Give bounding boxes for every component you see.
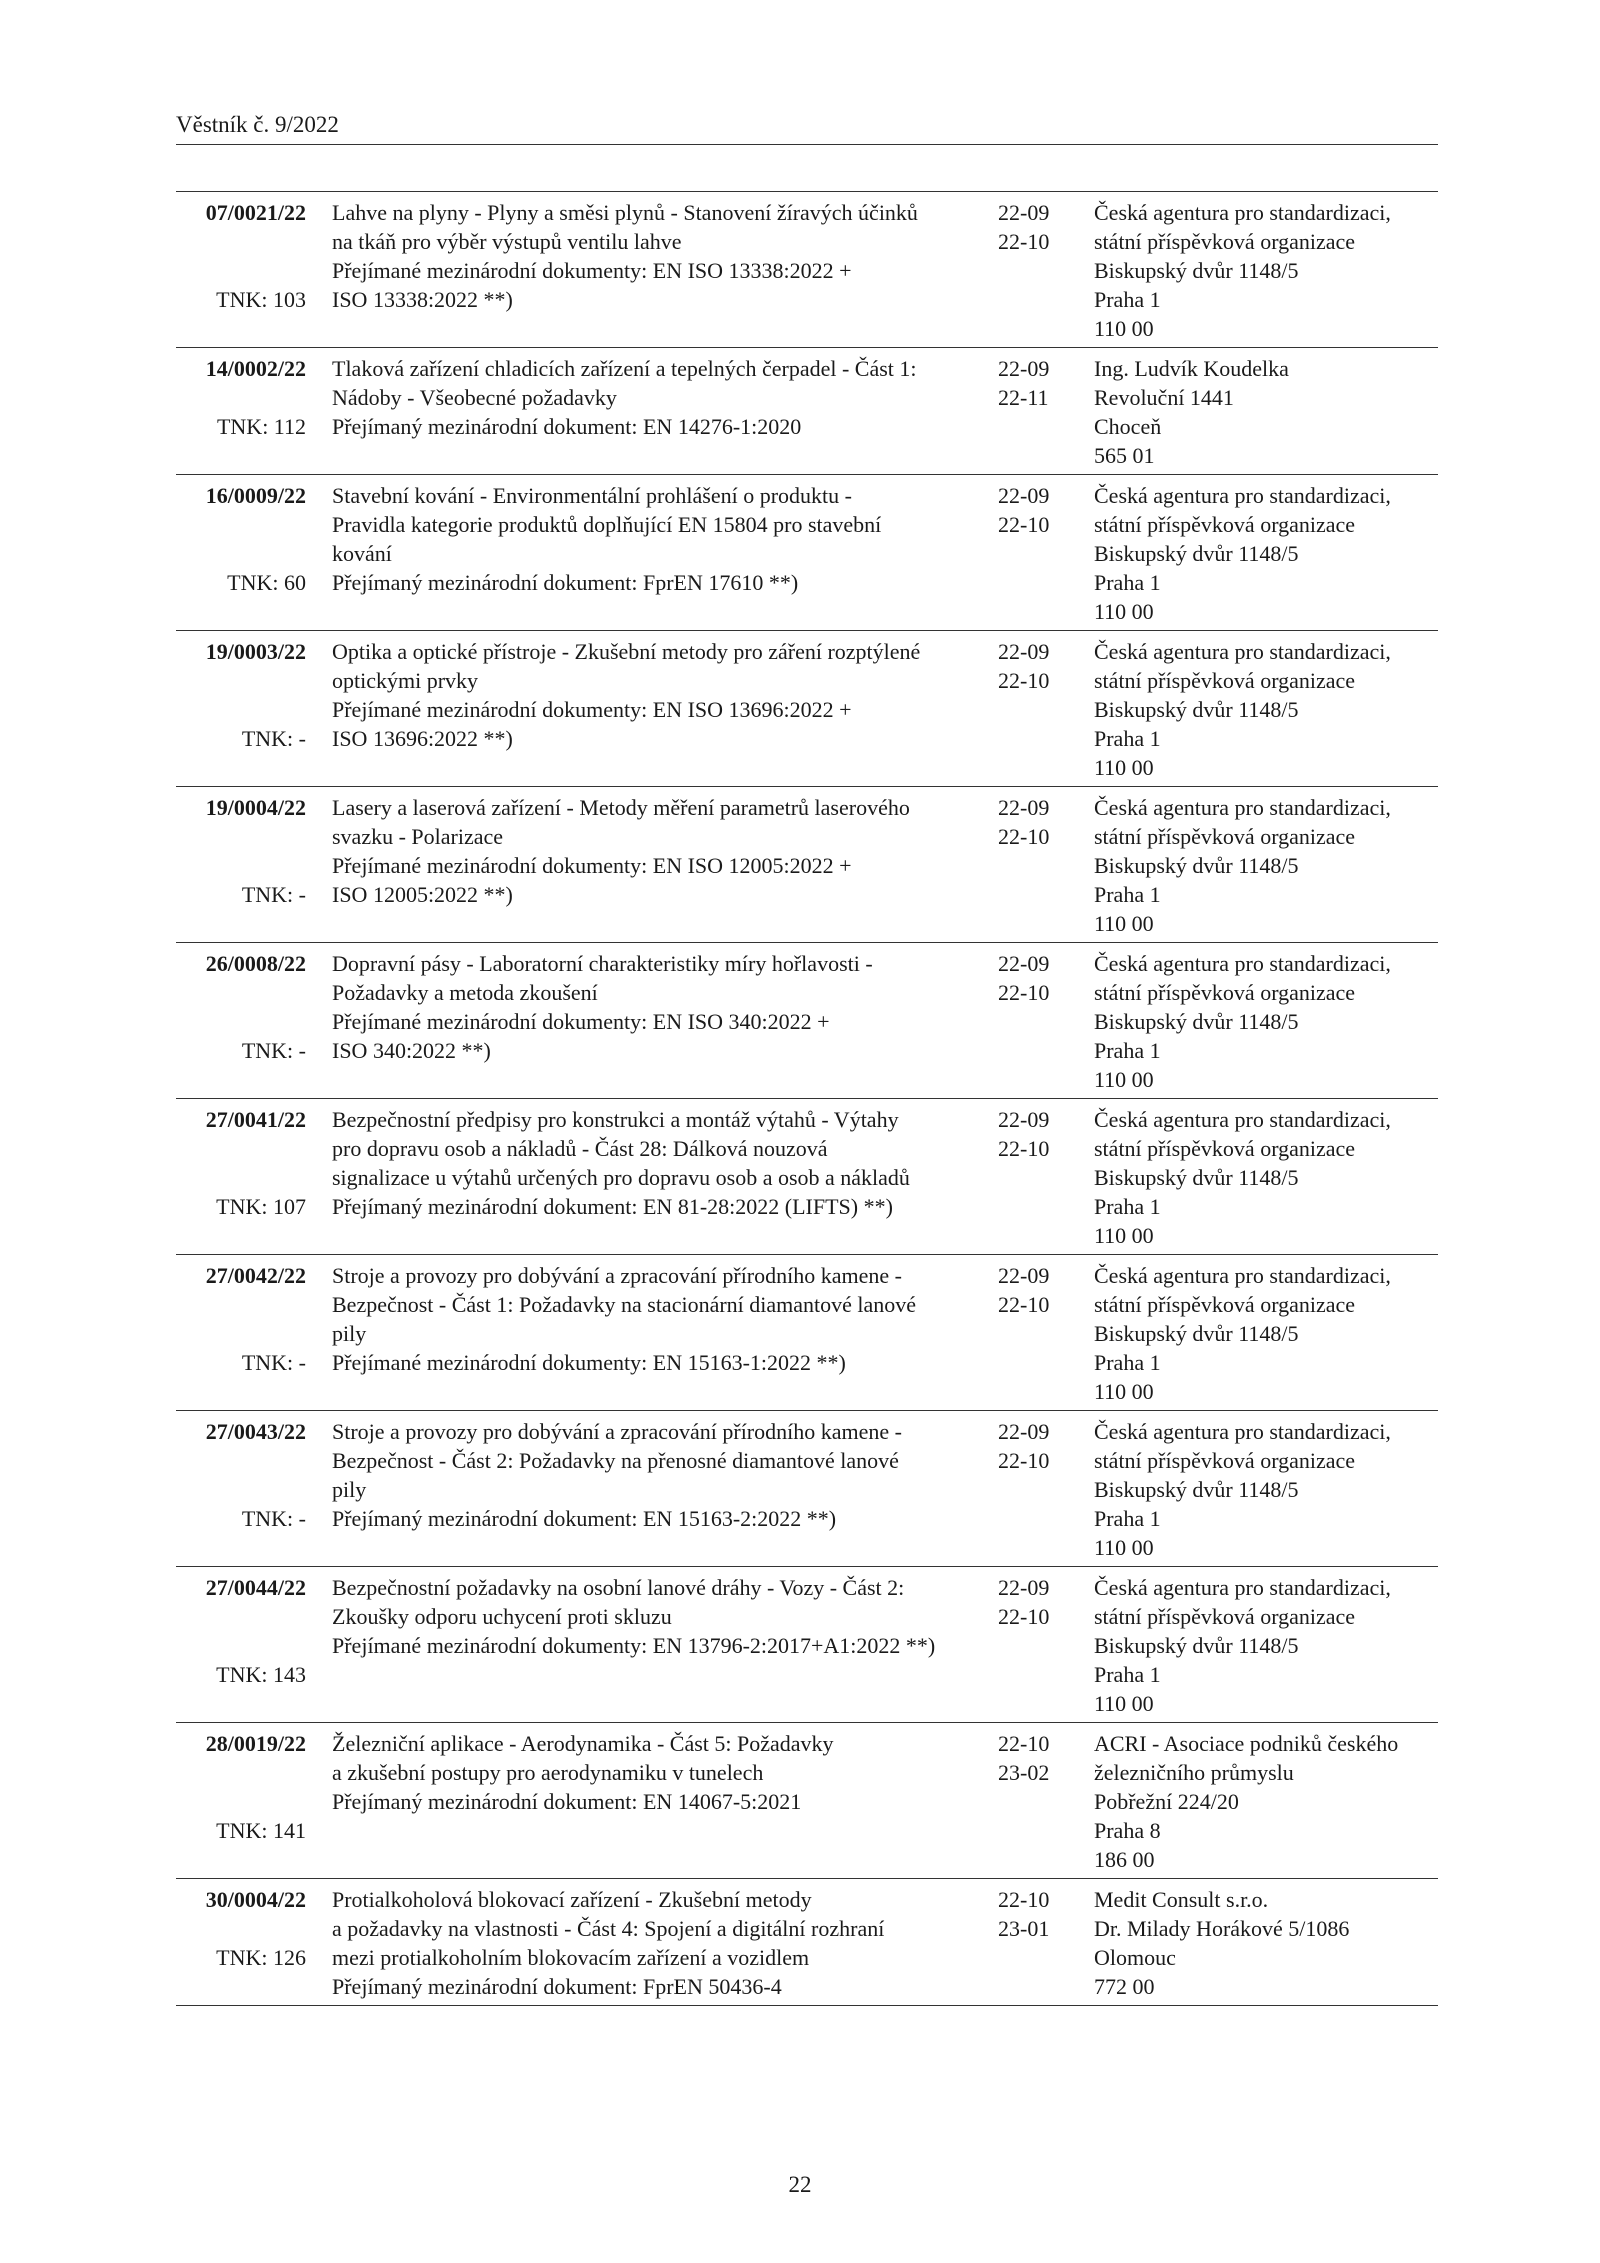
- address-line: Česká agentura pro standardizaci,: [1094, 639, 1391, 664]
- address-line: Biskupský dvůr 1148/5: [1094, 541, 1299, 566]
- date-line: 22-09: [998, 1575, 1050, 1600]
- processor-address-cell: [1088, 1417, 1438, 1562]
- tnk-number: TNK: -: [241, 726, 306, 751]
- title-line: mezi protialkoholním blokovacím zařízení a vozidlem: [332, 1945, 810, 1970]
- title-line: pily: [332, 1477, 367, 1502]
- dates-cell: [994, 1261, 1088, 1406]
- address-line: 110 00: [1094, 1223, 1154, 1248]
- tnk-number: TNK: -: [241, 882, 306, 907]
- project-number: 30/0004/22: [205, 1887, 306, 1912]
- standards-table: [176, 191, 1438, 2006]
- standard-title-cell: [308, 1417, 994, 1562]
- address-line: 110 00: [1094, 1535, 1154, 1560]
- dates-cell: [994, 481, 1088, 626]
- processor-address-cell: [1088, 198, 1438, 343]
- date-line: 22-10: [998, 1292, 1050, 1317]
- title-line: optickými prvky: [332, 668, 479, 693]
- row-identifier-cell: [176, 1885, 308, 2001]
- title-line: Přejímaný mezinárodní dokument: EN 81-28:2022 (LIFTS) **): [332, 1194, 893, 1219]
- standard-title-cell: [308, 354, 994, 470]
- date-line: 22-09: [998, 639, 1050, 664]
- title-line: Přejímaný mezinárodní dokument: FprEN 17610 **): [332, 570, 799, 595]
- address-line: Olomouc: [1094, 1945, 1176, 1970]
- table-row: [176, 475, 1438, 631]
- tnk-number: TNK: -: [241, 1506, 306, 1531]
- standard-title-cell: [308, 198, 994, 343]
- dates-cell: [994, 637, 1088, 782]
- project-number: 16/0009/22: [205, 483, 306, 508]
- dates-cell: [994, 1729, 1088, 1874]
- tnk-number: TNK: 60: [227, 570, 306, 595]
- processor-address-cell: [1088, 354, 1438, 470]
- address-line: státní příspěvková organizace: [1094, 824, 1356, 849]
- tnk-number: TNK: 143: [216, 1662, 306, 1687]
- processor-address-cell: [1088, 1105, 1438, 1250]
- address-line: Praha 8: [1094, 1818, 1161, 1843]
- address-line: státní příspěvková organizace: [1094, 1292, 1356, 1317]
- address-line: Česká agentura pro standardizaci,: [1094, 483, 1391, 508]
- date-line: 22-10: [998, 512, 1050, 537]
- row-identifier-cell: [176, 793, 308, 938]
- title-line: a požadavky na vlastnosti - Část 4: Spojení a digitální rozhraní: [332, 1916, 885, 1941]
- title-line: pily: [332, 1321, 367, 1346]
- dates-cell: [994, 949, 1088, 1094]
- title-line: Přejímané mezinárodní dokumenty: EN 15163-1:2022 **): [332, 1350, 846, 1375]
- standard-title-cell: [308, 481, 994, 626]
- title-line: Přejímané mezinárodní dokumenty: EN ISO 340:2022 +: [332, 1009, 830, 1034]
- date-line: 22-10: [998, 980, 1050, 1005]
- title-line: Bezpečnost - Část 1: Požadavky na stacionární diamantové lanové: [332, 1292, 917, 1317]
- table-row: [176, 1567, 1438, 1723]
- address-line: Biskupský dvůr 1148/5: [1094, 1321, 1299, 1346]
- standard-title-cell: [308, 793, 994, 938]
- row-identifier-cell: [176, 1417, 308, 1562]
- title-line: Přejímaný mezinárodní dokument: EN 14276-1:2020: [332, 414, 802, 439]
- standard-title-cell: [308, 1573, 994, 1718]
- address-line: 186 00: [1094, 1847, 1155, 1872]
- processor-address-cell: [1088, 1573, 1438, 1718]
- title-line: Nádoby - Všeobecné požadavky: [332, 385, 617, 410]
- dates-cell: [994, 1885, 1088, 2001]
- project-number: 07/0021/22: [205, 200, 306, 225]
- title-line: Pravidla kategorie produktů doplňující EN 15804 pro stavební: [332, 512, 882, 537]
- title-line: Stavební kování - Environmentální prohlášení o produktu -: [332, 483, 852, 508]
- row-identifier-cell: [176, 1105, 308, 1250]
- date-line: 22-09: [998, 795, 1050, 820]
- title-line: Stroje a provozy pro dobývání a zpracování přírodního kamene -: [332, 1419, 902, 1444]
- address-line: Biskupský dvůr 1148/5: [1094, 853, 1299, 878]
- address-line: 110 00: [1094, 1691, 1154, 1716]
- date-line: 22-11: [998, 385, 1049, 410]
- standard-title-cell: [308, 1885, 994, 2001]
- tnk-number: TNK: 126: [216, 1945, 306, 1970]
- date-line: 23-01: [998, 1916, 1050, 1941]
- address-line: 110 00: [1094, 755, 1154, 780]
- tnk-number: TNK: -: [241, 1350, 306, 1375]
- address-line: Revoluční 1441: [1094, 385, 1234, 410]
- title-line: signalizace u výtahů určených pro dopravu osob a osob a nákladů: [332, 1165, 910, 1190]
- page-number: 22: [788, 2172, 812, 2197]
- address-line: Praha 1: [1094, 570, 1161, 595]
- dates-cell: [994, 1105, 1088, 1250]
- title-line: Lahve na plyny - Plyny a směsi plynů - Stanovení žíravých účinků: [332, 200, 918, 225]
- title-line: ISO 13338:2022 **): [332, 287, 513, 312]
- dates-cell: [994, 198, 1088, 343]
- title-line: Přejímané mezinárodní dokumenty: EN 13796-2:2017+A1:2022 **): [332, 1633, 936, 1658]
- address-line: státní příspěvková organizace: [1094, 1448, 1356, 1473]
- row-identifier-cell: [176, 1729, 308, 1874]
- project-number: 19/0003/22: [205, 639, 306, 664]
- title-line: Přejímaný mezinárodní dokument: EN 14067-5:2021: [332, 1789, 802, 1814]
- date-line: 22-10: [998, 1448, 1050, 1473]
- address-line: státní příspěvková organizace: [1094, 1136, 1356, 1161]
- title-line: Přejímané mezinárodní dokumenty: EN ISO 12005:2022 +: [332, 853, 852, 878]
- project-number: 19/0004/22: [205, 795, 306, 820]
- processor-address-cell: [1088, 949, 1438, 1094]
- project-number: 27/0044/22: [205, 1575, 306, 1600]
- address-line: státní příspěvková organizace: [1094, 1604, 1356, 1629]
- row-identifier-cell: [176, 1573, 308, 1718]
- project-number: 27/0042/22: [205, 1263, 306, 1288]
- address-line: státní příspěvková organizace: [1094, 512, 1356, 537]
- row-identifier-cell: [176, 1261, 308, 1406]
- project-number: 27/0041/22: [205, 1107, 306, 1132]
- title-line: pro dopravu osob a nákladů - Část 28: Dálková nouzová: [332, 1136, 828, 1161]
- address-line: Biskupský dvůr 1148/5: [1094, 1165, 1299, 1190]
- title-line: Dopravní pásy - Laboratorní charakteristiky míry hořlavosti -: [332, 951, 873, 976]
- address-line: Česká agentura pro standardizaci,: [1094, 200, 1391, 225]
- table-row: [176, 1879, 1438, 2006]
- table-row: [176, 787, 1438, 943]
- address-line: Praha 1: [1094, 1038, 1161, 1063]
- table-row: [176, 1723, 1438, 1879]
- title-line: Optika a optické přístroje - Zkušební metody pro záření rozptýlené: [332, 639, 921, 664]
- date-line: 23-02: [998, 1760, 1050, 1785]
- title-line: Přejímané mezinárodní dokumenty: EN ISO 13696:2022 +: [332, 697, 852, 722]
- date-line: 22-10: [998, 229, 1050, 254]
- page-header: Věstník č. 9/2022: [176, 112, 1438, 145]
- title-line: Bezpečnost - Část 2: Požadavky na přenosné diamantové lanové: [332, 1448, 899, 1473]
- title-line: Tlaková zařízení chladicích zařízení a tepelných čerpadel - Část 1:: [332, 356, 917, 381]
- processor-address-cell: [1088, 793, 1438, 938]
- title-line: a zkušební postupy pro aerodynamiku v tunelech: [332, 1760, 764, 1785]
- project-number: 26/0008/22: [205, 951, 306, 976]
- table-row: [176, 631, 1438, 787]
- title-line: Stroje a provozy pro dobývání a zpracování přírodního kamene -: [332, 1263, 902, 1288]
- address-line: Dr. Milady Horákové 5/1086: [1094, 1916, 1350, 1941]
- standard-title-cell: [308, 1261, 994, 1406]
- address-line: Praha 1: [1094, 1194, 1161, 1219]
- address-line: Biskupský dvůr 1148/5: [1094, 697, 1299, 722]
- dates-cell: [994, 354, 1088, 470]
- date-line: 22-10: [998, 1604, 1050, 1629]
- address-line: Biskupský dvůr 1148/5: [1094, 258, 1299, 283]
- title-line: Přejímaný mezinárodní dokument: FprEN 50436-4: [332, 1974, 782, 1999]
- address-line: státní příspěvková organizace: [1094, 229, 1356, 254]
- address-line: Praha 1: [1094, 1506, 1161, 1531]
- address-line: Praha 1: [1094, 287, 1161, 312]
- address-line: ACRI - Asociace podniků českého: [1094, 1731, 1399, 1756]
- title-line: ISO 12005:2022 **): [332, 882, 513, 907]
- address-line: Ing. Ludvík Koudelka: [1094, 356, 1289, 381]
- address-line: státní příspěvková organizace: [1094, 980, 1356, 1005]
- address-line: Biskupský dvůr 1148/5: [1094, 1009, 1299, 1034]
- address-line: Medit Consult s.r.o.: [1094, 1887, 1269, 1912]
- title-line: Lasery a laserová zařízení - Metody měření parametrů laserového: [332, 795, 910, 820]
- address-line: Choceň: [1094, 414, 1162, 439]
- title-line: kování: [332, 541, 392, 566]
- title-line: na tkáň pro výběr výstupů ventilu lahve: [332, 229, 682, 254]
- processor-address-cell: [1088, 481, 1438, 626]
- project-number: 27/0043/22: [205, 1419, 306, 1444]
- processor-address-cell: [1088, 1261, 1438, 1406]
- table-row: [176, 192, 1438, 348]
- title-line: Bezpečnostní požadavky na osobní lanové dráhy - Vozy - Část 2:: [332, 1575, 905, 1600]
- address-line: 565 01: [1094, 443, 1155, 468]
- address-line: 110 00: [1094, 316, 1154, 341]
- address-line: Biskupský dvůr 1148/5: [1094, 1477, 1299, 1502]
- address-line: železničního průmyslu: [1094, 1760, 1294, 1785]
- standard-title-cell: [308, 1729, 994, 1874]
- tnk-number: TNK: 107: [216, 1194, 306, 1219]
- address-line: Biskupský dvůr 1148/5: [1094, 1633, 1299, 1658]
- title-line: Bezpečnostní předpisy pro konstrukci a montáž výtahů - Výtahy: [332, 1107, 899, 1132]
- date-line: 22-10: [998, 1731, 1050, 1756]
- address-line: Pobřežní 224/20: [1094, 1789, 1239, 1814]
- row-identifier-cell: [176, 637, 308, 782]
- date-line: 22-09: [998, 951, 1050, 976]
- table-row: [176, 943, 1438, 1099]
- address-line: 772 00: [1094, 1974, 1155, 1999]
- processor-address-cell: [1088, 1885, 1438, 2001]
- tnk-number: TNK: -: [241, 1038, 306, 1063]
- date-line: 22-09: [998, 483, 1050, 508]
- address-line: Česká agentura pro standardizaci,: [1094, 795, 1391, 820]
- title-line: Železniční aplikace - Aerodynamika - Část 5: Požadavky: [332, 1731, 834, 1756]
- address-line: Česká agentura pro standardizaci,: [1094, 1107, 1391, 1132]
- address-line: Česká agentura pro standardizaci,: [1094, 1575, 1391, 1600]
- row-identifier-cell: [176, 354, 308, 470]
- tnk-number: TNK: 141: [216, 1818, 306, 1843]
- tnk-number: TNK: 103: [216, 287, 306, 312]
- date-line: 22-09: [998, 1263, 1050, 1288]
- row-identifier-cell: [176, 198, 308, 343]
- date-line: 22-10: [998, 668, 1050, 693]
- address-line: Praha 1: [1094, 1350, 1161, 1375]
- dates-cell: [994, 793, 1088, 938]
- date-line: 22-09: [998, 1419, 1050, 1444]
- standard-title-cell: [308, 949, 994, 1094]
- address-line: 110 00: [1094, 911, 1154, 936]
- date-line: 22-09: [998, 200, 1050, 225]
- date-line: 22-10: [998, 1887, 1050, 1912]
- date-line: 22-10: [998, 1136, 1050, 1161]
- table-row: [176, 1255, 1438, 1411]
- title-line: Požadavky a metoda zkoušení: [332, 980, 598, 1005]
- standard-title-cell: [308, 637, 994, 782]
- row-identifier-cell: [176, 949, 308, 1094]
- address-line: Česká agentura pro standardizaci,: [1094, 1263, 1391, 1288]
- title-line: Protialkoholová blokovací zařízení - Zkušební metody: [332, 1887, 812, 1912]
- title-line: ISO 13696:2022 **): [332, 726, 513, 751]
- date-line: 22-09: [998, 1107, 1050, 1132]
- project-number: 14/0002/22: [205, 356, 306, 381]
- processor-address-cell: [1088, 1729, 1438, 1874]
- address-line: 110 00: [1094, 1067, 1154, 1092]
- address-line: státní příspěvková organizace: [1094, 668, 1356, 693]
- title-line: ISO 340:2022 **): [332, 1038, 491, 1063]
- title-line: Přejímaný mezinárodní dokument: EN 15163-2:2022 **): [332, 1506, 837, 1531]
- standard-title-cell: [308, 1105, 994, 1250]
- title-line: svazku - Polarizace: [332, 824, 504, 849]
- dates-cell: [994, 1573, 1088, 1718]
- table-row: [176, 1411, 1438, 1567]
- title-line: Přejímané mezinárodní dokumenty: EN ISO 13338:2022 +: [332, 258, 852, 283]
- address-line: 110 00: [1094, 1379, 1154, 1404]
- table-row: [176, 348, 1438, 475]
- address-line: Praha 1: [1094, 882, 1161, 907]
- processor-address-cell: [1088, 637, 1438, 782]
- address-line: 110 00: [1094, 599, 1154, 624]
- address-line: Praha 1: [1094, 1662, 1161, 1687]
- dates-cell: [994, 1417, 1088, 1562]
- address-line: Praha 1: [1094, 726, 1161, 751]
- table-row: [176, 1099, 1438, 1255]
- date-line: 22-10: [998, 824, 1050, 849]
- row-identifier-cell: [176, 481, 308, 626]
- title-line: Zkoušky odporu uchycení proti skluzu: [332, 1604, 672, 1629]
- project-number: 28/0019/22: [205, 1731, 306, 1756]
- address-line: Česká agentura pro standardizaci,: [1094, 1419, 1391, 1444]
- date-line: 22-09: [998, 356, 1050, 381]
- address-line: Česká agentura pro standardizaci,: [1094, 951, 1391, 976]
- tnk-number: TNK: 112: [216, 414, 306, 439]
